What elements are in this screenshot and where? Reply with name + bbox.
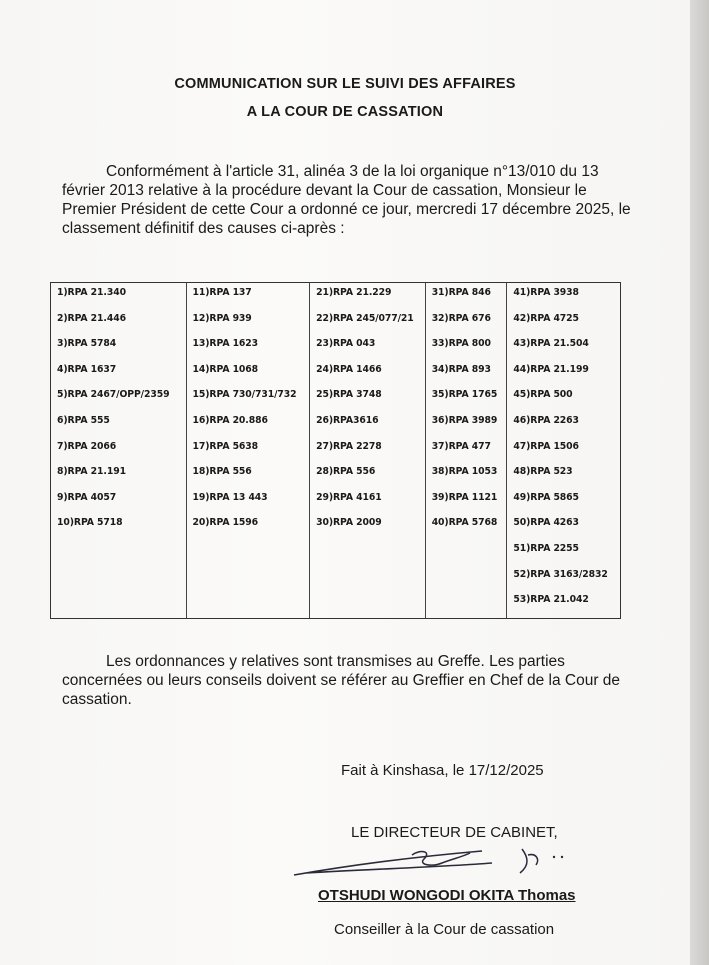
case-entry: 4)RPA 1637 — [57, 363, 117, 375]
place-date: Fait à Kinshasa, le 17/12/2025 — [341, 762, 544, 779]
cases-column-3 — [310, 283, 426, 618]
case-entry: 37)RPA 477 — [431, 440, 491, 452]
case-entry: 21)RPA 21.229 — [316, 287, 392, 298]
case-entry: 23)RPA 043 — [316, 338, 376, 350]
case-entry: 48)RPA 523 — [513, 466, 573, 478]
case-entry: 34)RPA 893 — [431, 363, 491, 375]
case-entry: 35)RPA 1765 — [431, 389, 498, 401]
case-entry: 52)RPA 3163/2832 — [513, 568, 608, 580]
case-entry: 24)RPA 1466 — [316, 363, 382, 375]
cases-column-2 — [187, 283, 311, 618]
case-entry: 3)RPA 5784 — [57, 338, 117, 350]
case-entry: 31)RPA 846 — [431, 287, 491, 298]
case-entry: 19)RPA 13 443 — [192, 491, 268, 503]
case-entry: 20)RPA 1596 — [192, 517, 259, 529]
case-entry: 32)RPA 676 — [431, 312, 491, 324]
case-entry: 13)RPA 1623 — [192, 338, 259, 350]
signatory-name: OTSHUDI WONGODI OKITA Thomas — [318, 887, 576, 904]
case-entry: 50)RPA 4263 — [513, 517, 579, 529]
case-entry: 10)RPA 5718 — [57, 517, 123, 529]
case-entry: 38)RPA 1053 — [431, 466, 498, 478]
case-entry: 41)RPA 3938 — [513, 287, 579, 298]
case-entry: 29)RPA 4161 — [316, 491, 382, 503]
case-entry: 8)RPA 21.191 — [57, 466, 126, 478]
case-entry: 36)RPA 3989 — [431, 415, 498, 426]
case-entry: 30)RPA 2009 — [316, 517, 382, 529]
page-edge — [690, 0, 709, 965]
handwritten-signature — [292, 843, 582, 885]
case-entry: 2)RPA 21.446 — [57, 312, 126, 324]
case-entry: 39)RPA 1121 — [431, 491, 498, 503]
case-entry: 7)RPA 2066 — [57, 440, 117, 452]
case-entry: 45)RPA 500 — [513, 389, 573, 401]
case-entry: 6)RPA 555 — [57, 415, 110, 426]
case-entry: 9)RPA 4057 — [57, 491, 117, 503]
case-entry: 42)RPA 4725 — [513, 312, 579, 324]
case-entry: 26)RPA3616 — [316, 415, 379, 426]
case-entry: 16)RPA 20.886 — [192, 415, 268, 426]
case-entry: 15)RPA 730/731/732 — [192, 389, 297, 401]
case-entry: 12)RPA 939 — [192, 312, 252, 324]
case-entry: 27)RPA 2278 — [316, 440, 382, 452]
cases-table — [50, 282, 621, 619]
case-entry: 46)RPA 2263 — [513, 415, 579, 426]
case-entry: 53)RPA 21.042 — [513, 594, 589, 606]
case-entry: 43)RPA 21.504 — [513, 338, 589, 350]
cases-column-4 — [426, 283, 508, 618]
case-entry: 14)RPA 1068 — [192, 363, 259, 375]
title-line-1: COMMUNICATION SUR LE SUIVI DES AFFAIRES — [174, 76, 516, 92]
case-entry: 5)RPA 2467/OPP/2359 — [57, 389, 170, 401]
case-entry: 25)RPA 3748 — [316, 389, 382, 401]
case-entry: 40)RPA 5768 — [431, 517, 498, 529]
case-entry: 33)RPA 800 — [431, 338, 491, 350]
title-line-2: A LA COUR DE CASSATION — [246, 104, 444, 120]
closing-paragraph: Les ordonnances y relatives sont transmises au Greffe. Les parties concernées ou leurs conseils doivent se référer au Greffier en Chef de la Cour de cassation. — [62, 653, 621, 708]
case-entry: 47)RPA 1506 — [513, 440, 579, 452]
cases-column-1 — [51, 283, 187, 618]
cases-column-5 — [507, 283, 620, 618]
case-entry: 1)RPA 21.340 — [57, 287, 126, 298]
case-entry: 44)RPA 21.199 — [513, 363, 589, 375]
case-entry: 28)RPA 556 — [316, 466, 376, 478]
case-entry: 49)RPA 5865 — [513, 491, 579, 503]
signatory-title: LE DIRECTEUR DE CABINET, — [351, 824, 558, 841]
case-entry: 18)RPA 556 — [192, 466, 252, 478]
case-entry: 11)RPA 137 — [192, 287, 252, 298]
signatory-role: Conseiller à la Cour de cassation — [334, 921, 555, 938]
case-entry: 17)RPA 5638 — [192, 440, 259, 452]
case-entry: 51)RPA 2255 — [513, 543, 579, 554]
intro-paragraph: Conformément à l'article 31, alinéa 3 de la loi organique n°13/010 du 13 février 2013 relative à la procédure devant la Cour de cassation, Monsieur le Premier Président de cette Cour a ordonné ce jour, mercredi 17 décembre 2025, le classement définitif des causes ci-après : — [62, 163, 631, 237]
case-entry: 22)RPA 245/077/21 — [316, 312, 414, 324]
